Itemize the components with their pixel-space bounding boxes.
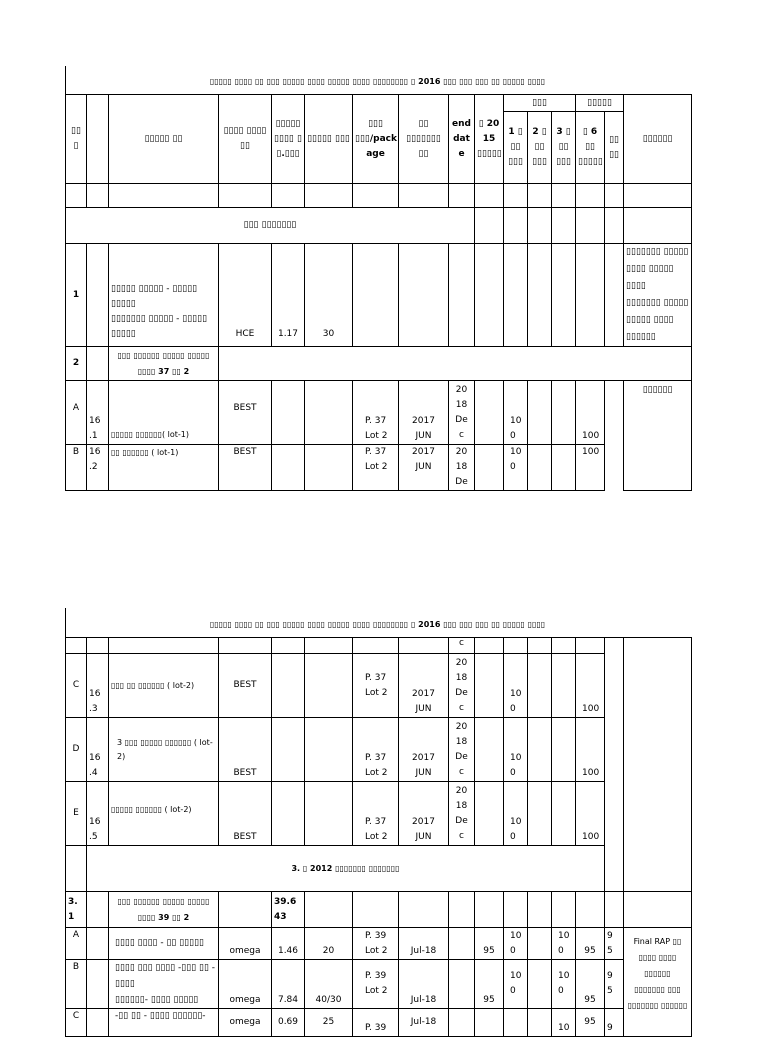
page1-table	[65, 94, 692, 491]
table-row	[66, 654, 692, 718]
table-row	[66, 892, 692, 928]
row-six: 95	[576, 1009, 605, 1037]
row-package: P. 37 Lot 2	[353, 718, 399, 782]
row-number: 16 .5	[87, 782, 109, 846]
header-package: ▯▯▯ ▯▯▯/pack age	[353, 95, 399, 184]
row-six: 100	[576, 654, 605, 718]
row-x: 9 5	[605, 960, 624, 1009]
row-serial: A	[66, 928, 87, 960]
row-name: 3 ▯▯▯ ▯▯▯▯▯ ▯▯▯▯▯▯ ( lot- 2)	[109, 718, 219, 782]
row-x: 9	[605, 1009, 624, 1037]
row-end: 20 18 De c	[449, 381, 475, 445]
row-agency: BEST	[219, 718, 272, 782]
row-agency: BEST	[219, 654, 272, 718]
row-number: 16 .3	[87, 654, 109, 718]
header-sub-1: 1 ▯ ▯▯ ▯▯▯	[504, 112, 528, 184]
row-package: P. 39 Lot 2	[353, 928, 399, 960]
row-remarks: ▯▯▯▯▯▯	[624, 381, 692, 491]
row-agency: HCE	[219, 244, 272, 347]
table-row	[66, 782, 692, 846]
row-name: ▯▯▯▯▯ ▯▯▯▯▯ - ▯▯▯▯▯ ▯▯▯▯▯ ▯▯▯▯▯▯▯ ▯▯▯▯▯ - ▯▯▯▯▯ ▯▯▯▯▯	[109, 244, 219, 347]
section-row	[66, 208, 692, 244]
row-agency: BEST	[219, 782, 272, 846]
row-serial: A	[66, 381, 87, 445]
row-2015: 95	[475, 960, 504, 1009]
row-six: 95	[576, 960, 605, 1009]
table-row	[66, 718, 692, 782]
row-start: 2017 JUN	[399, 445, 449, 491]
row-q3: 10 0	[552, 928, 576, 960]
row-length: 1.46	[272, 928, 305, 960]
row-agency: omega	[219, 960, 272, 1009]
header-agency: ▯▯▯▯ ▯▯▯▯ ▯▯	[219, 95, 272, 184]
row-package: P. 37 Lot 2	[353, 381, 399, 445]
row-agency: BEST	[219, 445, 272, 491]
row-cost: 25	[305, 1009, 353, 1037]
row-q1: 10 0	[504, 960, 528, 1009]
row-2015: 95	[475, 928, 504, 960]
row-remarks: ▯▯▯▯▯▯▯ ▯▯▯▯▯ ▯▯▯▯ ▯▯▯▯▯ ▯▯▯▯ ▯▯▯▯▯▯▯ ▯▯▯▯▯ ▯▯▯▯▯ ▯▯▯▯ ▯▯▯▯▯▯	[624, 244, 692, 347]
row-q1: 10 0	[504, 782, 528, 846]
row-start: Jul-18	[399, 928, 449, 960]
row-name: ▯▯▯▯ ▯▯▯ ▯▯▯▯ -▯▯▯ ▯▯ - ▯▯▯▯ ▯▯▯▯▯▯- ▯▯▯▯ ▯▯▯▯▯	[109, 960, 219, 1009]
row-name: -▯▯ ▯▯ - ▯▯▯▯ ▯▯▯▯▯▯-	[109, 1009, 219, 1037]
row-q1: 10 0	[504, 718, 528, 782]
row-start: 2017 JUN	[399, 381, 449, 445]
row-six: 100	[576, 445, 605, 491]
row-name: ▯▯ ▯▯▯▯▯▯ ( lot-1)	[109, 445, 219, 491]
row-end: 20 18 De c	[449, 782, 475, 846]
section-title: 3. ▯ 2012 ▯▯▯▯▯▯▯ ▯▯▯▯▯▯▯	[87, 846, 605, 892]
row-start: Jul-18	[399, 1009, 449, 1037]
header-name: ▯▯▯▯▯ ▯▯	[109, 95, 219, 184]
row-package: P. 39	[353, 1009, 399, 1037]
row-length: 1.17	[272, 244, 305, 347]
row-name: ▯▯▯ ▯▯ ▯▯▯▯▯▯ ( lot-2)	[109, 654, 219, 718]
header-sub-2: 2 ▯ ▯▯ ▯▯▯	[528, 112, 552, 184]
row-number: 16 .2	[87, 445, 109, 491]
row-start: 2017 JUN	[399, 718, 449, 782]
table-row	[66, 445, 692, 491]
table-row	[66, 347, 692, 381]
page1-title: ▯▯▯▯▯ ▯▯▯▯ ▯▯ ▯▯▯ ▯▯▯▯▯ ▯▯▯▯ ▯▯▯▯▯ ▯▯▯▯ ▯▯▯▯▯▯▯▯ ▯ 2016 ▯▯▯ ▯▯▯ ▯▯▯ ▯▯ ▯▯▯▯▯ ▯▯▯▯	[209, 77, 546, 86]
row-package: P. 37 Lot 2	[353, 445, 399, 491]
table-row	[66, 1009, 692, 1037]
table-row	[66, 928, 692, 960]
row-cost: 40/30	[305, 960, 353, 1009]
page2-title: ▯▯▯▯▯ ▯▯▯▯ ▯▯ ▯▯▯ ▯▯▯▯▯ ▯▯▯▯ ▯▯▯▯▯ ▯▯▯▯ ▯▯▯▯▯▯▯▯ ▯ 2016 ▯▯▯ ▯▯▯ ▯▯▯ ▯▯ ▯▯▯▯▯ ▯▯▯▯	[209, 620, 546, 629]
row-package: P. 39 Lot 2	[353, 960, 399, 1009]
section-row	[66, 846, 692, 892]
row-end: 20 18 De c	[449, 718, 475, 782]
row-cost: 20	[305, 928, 353, 960]
row-q3: 10	[552, 1009, 576, 1037]
row-serial: 1	[66, 244, 87, 347]
row-serial: 2	[66, 347, 87, 381]
header-cost: ▯▯▯▯▯ ▯▯▯	[305, 95, 353, 184]
header-group-b: ▯▯▯▯▯	[576, 95, 624, 112]
header-sub-x: ▯▯ ▯▯	[605, 112, 624, 184]
row-name: ▯▯▯▯▯ ▯▯▯▯▯▯ ( lot-2)	[109, 782, 219, 846]
row-q3: 10 0	[552, 960, 576, 1009]
header-serial: ▯▯ ▯	[66, 95, 87, 184]
row-six: 100	[576, 782, 605, 846]
row-number: 16 .4	[87, 718, 109, 782]
row-end: 20 18 De	[449, 445, 475, 491]
row-remarks: Final RAP ▯▯ ▯▯▯▯ ▯▯▯▯ ▯▯▯▯▯▯ ▯▯▯▯▯▯▯ ▯▯▯ ▯▯▯▯▯▯▯ ▯▯▯▯▯▯	[624, 928, 692, 1037]
section-title: ▯▯▯ ▯▯▯▯▯▯▯	[66, 208, 475, 244]
row-package: P. 37 Lot 2	[353, 654, 399, 718]
table-row	[66, 244, 692, 347]
row-package: P. 37 Lot 2	[353, 782, 399, 846]
row-q1: 10 0	[504, 445, 528, 491]
table-row	[66, 381, 692, 445]
row-number: 16 .1	[87, 381, 109, 445]
row-start: 2017 JUN	[399, 782, 449, 846]
row-serial: C	[66, 654, 87, 718]
row-serial: E	[66, 782, 87, 846]
row-end-cont: c	[449, 638, 475, 654]
row-agency: BEST	[219, 381, 272, 445]
row-q1: 10 0	[504, 381, 528, 445]
row-six: 100	[576, 381, 605, 445]
row-serial: D	[66, 718, 87, 782]
header-sub-3: 3 ▯ ▯▯ ▯▯▯	[552, 112, 576, 184]
row-name: ▯▯▯▯▯ ▯▯▯▯▯▯( lot-1)	[109, 381, 219, 445]
row-q1: 10 0	[504, 928, 528, 960]
row-serial: C	[66, 1009, 87, 1037]
row-serial: B	[66, 960, 87, 1009]
row-serial: B	[66, 445, 87, 491]
header-start: ▯▯ ▯▯▯▯▯▯▯ ▯▯	[399, 95, 449, 184]
header-blank	[87, 95, 109, 184]
row-six: 100	[576, 718, 605, 782]
row-q1: 10 0	[504, 654, 528, 718]
row-agency: omega	[219, 928, 272, 960]
row-cost: 30	[305, 244, 353, 347]
row-serial: 3. 1	[66, 892, 87, 928]
table-row	[66, 960, 692, 1009]
header-end: end dat e	[449, 95, 475, 184]
blank-row	[66, 184, 692, 208]
header-remarks: ▯▯▯▯▯▯	[624, 95, 692, 184]
page2-table	[65, 637, 692, 1037]
row-length: 7.84	[272, 960, 305, 1009]
table-row	[66, 638, 692, 654]
row-start: Jul-18	[399, 960, 449, 1009]
header-2015: ▯ 20 15 ▯▯▯▯▯	[475, 95, 504, 184]
header-length: ▯▯▯▯▯ ▯▯▯▯ ▯ ▯.▯▯▯	[272, 95, 305, 184]
row-name: ▯▯▯ ▯▯▯▯▯▯ ▯▯▯▯▯ ▯▯▯▯▯ ▯▯▯▯ 37 ▯▯ 2	[109, 347, 219, 381]
row-end: 20 18 De c	[449, 654, 475, 718]
row-agency: omega	[219, 1009, 272, 1037]
row-name: ▯▯▯▯ ▯▯▯▯ - ▯▯ ▯▯▯▯▯	[109, 928, 219, 960]
row-x: 9 5	[605, 928, 624, 960]
header-group-a: ▯▯▯	[504, 95, 576, 112]
header-sub-6: ▯ 6 ▯▯ ▯▯▯▯▯	[576, 112, 605, 184]
row-name: ▯▯▯ ▯▯▯▯▯▯ ▯▯▯▯▯ ▯▯▯▯▯ ▯▯▯▯ 39 ▯▯ 2	[109, 892, 219, 928]
row-start: 2017 JUN	[399, 654, 449, 718]
row-six: 95	[576, 928, 605, 960]
row-length: 0.69	[272, 1009, 305, 1037]
row-length: 39.6 43	[272, 892, 305, 928]
